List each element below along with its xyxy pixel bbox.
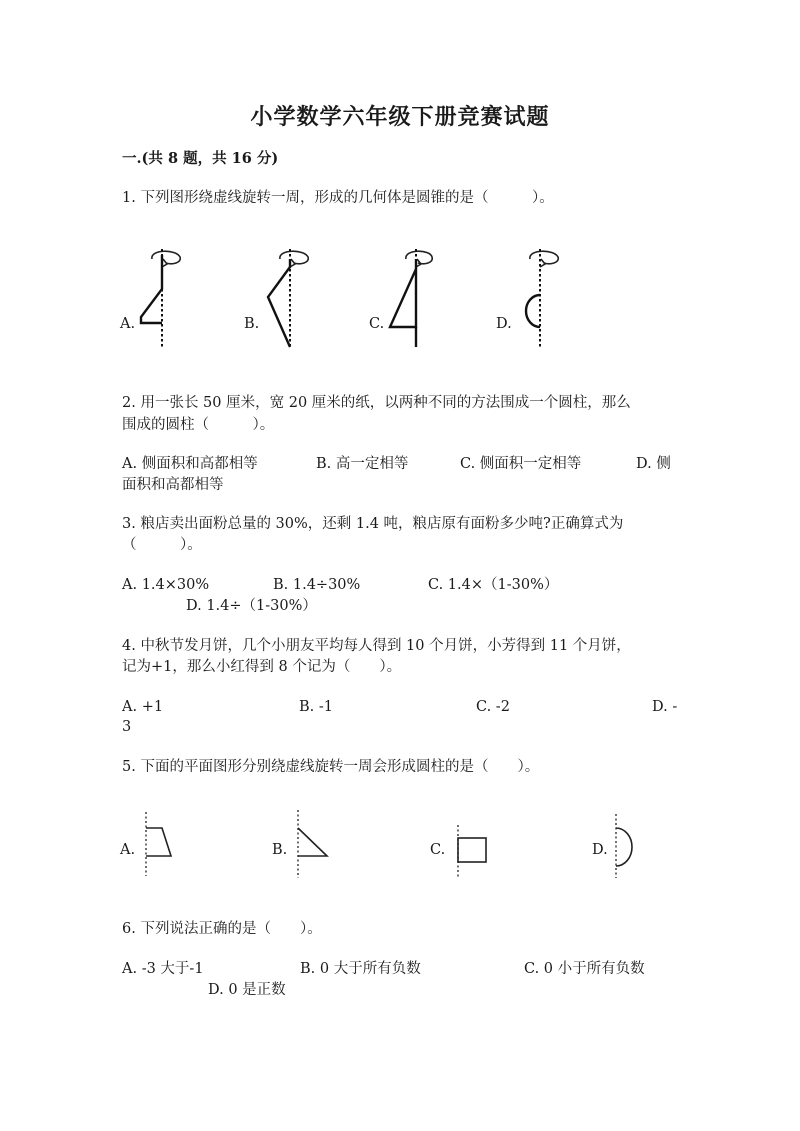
q6-option-d: D. 0 是正数 (208, 982, 286, 998)
q3-option-d: D. 1.4÷（1-30%） (186, 598, 317, 614)
q3-stem-line2: （ ）。 (122, 537, 202, 553)
q5-figure-b-triangle (290, 808, 334, 880)
q2-option-b: B. 高一定相等 (316, 456, 409, 472)
q4-option-b: B. -1 (299, 699, 333, 715)
q6-option-a: A. -3 大于-1 (122, 961, 204, 977)
q3-option-c: C. 1.4×（1-30%） (428, 577, 559, 593)
q5-option-c-label: C. (430, 842, 446, 858)
q4-option-d: D. - (652, 699, 678, 715)
q6-option-b: B. 0 大于所有负数 (300, 961, 421, 977)
q5-stem: 5. 下面的平面图形分别绕虚线旋转一周会形成圆柱的是（ ）。 (122, 759, 540, 775)
q4-option-c: C. -2 (476, 699, 510, 715)
q3-option-a: A. 1.4×30% (122, 577, 210, 593)
page-title: 小学数学六年级下册竞赛试题 (250, 104, 550, 130)
q5-figure-a-trapezoid (138, 810, 178, 880)
q5-figure-c-rectangle (450, 823, 494, 879)
q4-stem-line2: 记为+1，那么小红得到 8 个记为（ ）。 (122, 659, 402, 675)
q4-stem-line1: 4. 中秋节发月饼，几个小朋友平均每人得到 10 个月饼，小芳得到 11 个月饼， (122, 638, 631, 654)
q5-option-d-label: D. (592, 842, 608, 858)
q1-option-a-label: A. (120, 316, 136, 332)
q1-figure-a-trapezoid (136, 245, 186, 355)
q1-figure-d-semicircle (512, 245, 562, 355)
q2-stem-line2: 围成的圆柱（ ）。 (122, 417, 275, 433)
q6-stem: 6. 下列说法正确的是（ ）。 (122, 921, 322, 937)
q5-option-a-label: A. (120, 842, 136, 858)
q1-figure-c-right-triangle (384, 245, 434, 355)
q5-option-b-label: B. (272, 842, 288, 858)
q1-option-d-label: D. (496, 316, 512, 332)
q3-stem-line1: 3. 粮店卖出面粉总量的 30%，还剩 1.4 吨，粮店原有面粉多少吨?正确算式为 (122, 516, 624, 532)
q1-stem: 1. 下列图形绕虚线旋转一周，形成的几何体是圆锥的是（ ）。 (122, 190, 554, 206)
q6-option-c: C. 0 小于所有负数 (524, 961, 645, 977)
q1-figure-b-triangle (262, 245, 312, 355)
q2-option-a: A. 侧面积和高都相等 (122, 456, 258, 472)
q1-option-c-label: C. (369, 316, 385, 332)
q2-option-d: D. 侧 (636, 456, 671, 472)
q3-option-b: B. 1.4÷30% (273, 577, 361, 593)
q4-option-d-wrap: 3 (122, 719, 132, 735)
q1-option-b-label: B. (244, 316, 260, 332)
q2-option-d-wrap: 面积和高都相等 (122, 477, 224, 493)
section-header: 一.(共 8 题，共 16 分) (122, 150, 279, 167)
q5-figure-d-semicircle (606, 812, 646, 880)
q4-option-a: A. +1 (122, 699, 164, 715)
q2-option-c: C. 侧面积一定相等 (460, 456, 582, 472)
q2-stem-line1: 2. 用一张长 50 厘米，宽 20 厘米的纸，以两种不同的方法围成一个圆柱，那么 (122, 395, 631, 411)
